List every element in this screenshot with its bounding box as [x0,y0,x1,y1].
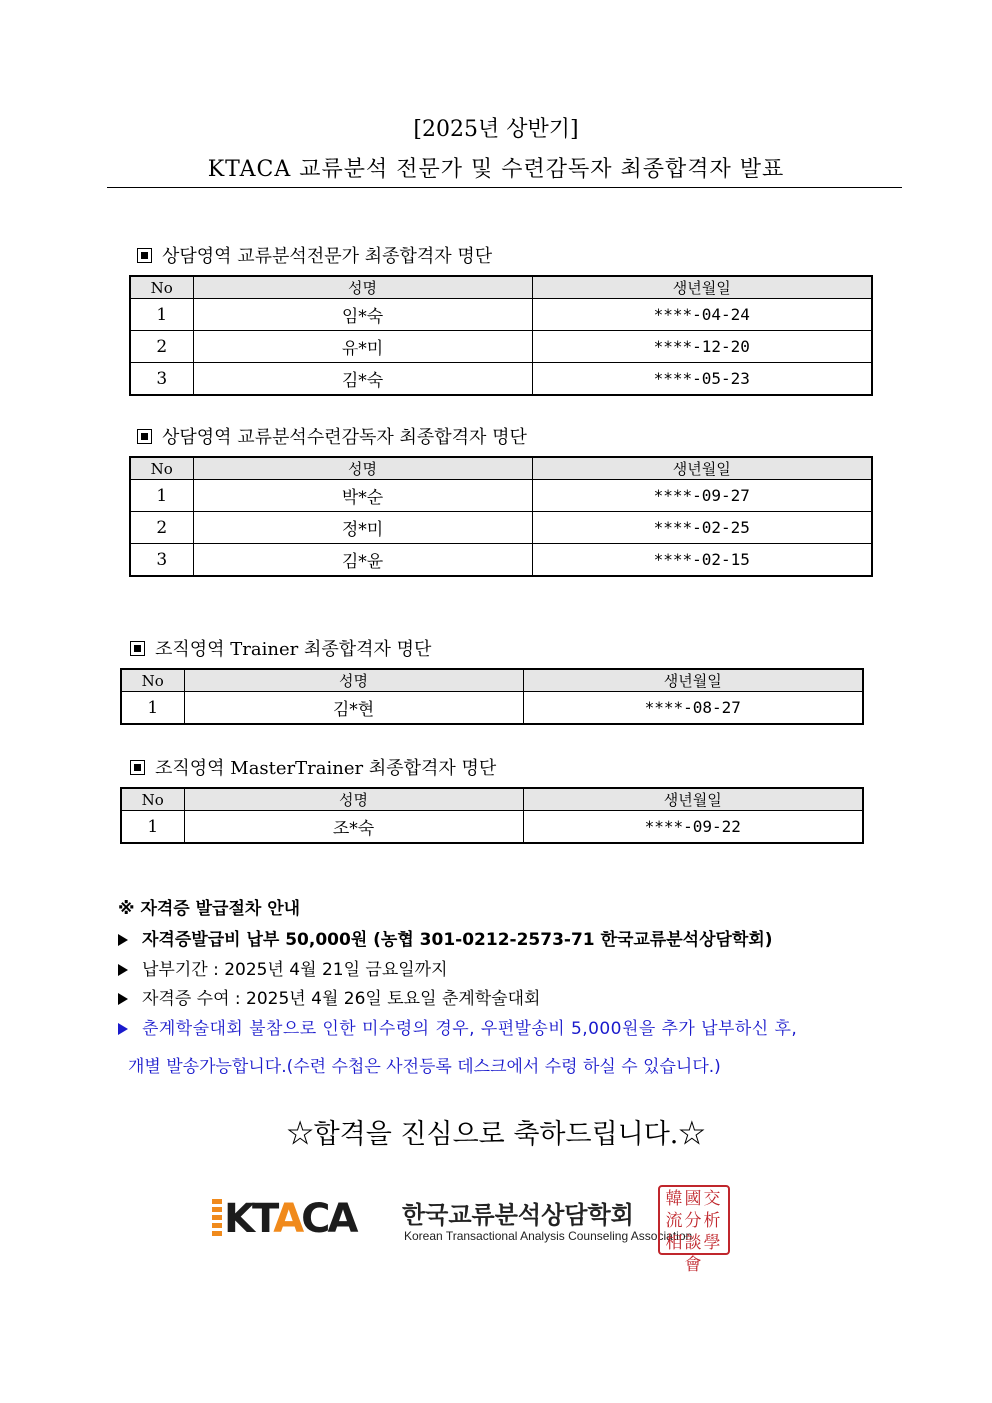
col-header-no: No [130,276,193,299]
ktaca-logo [212,1185,742,1275]
col-header-name: 성명 [184,669,523,692]
col-header-no: No [121,669,184,692]
section-heading-text: 조직영역 MasterTrainer 최종합격자 명단 [155,758,497,779]
master-trainer-table [120,787,864,844]
triangle-bullet-icon [118,964,128,976]
triangle-bullet-icon [118,993,128,1005]
cell-name: 조*숙 [184,811,523,844]
cell-no: 1 [121,692,184,725]
section-heading-text: 조직영역 Trainer 최종합격자 명단 [155,639,432,660]
cell-name: 박*순 [193,480,532,512]
cell-name: 김*숙 [193,363,532,396]
table-row [130,363,872,396]
col-header-birth: 생년월일 [532,276,872,299]
logo-mark: KTACA [224,1196,356,1242]
section-heading-text: 상담영역 교류분석수련감독자 최종합격자 명단 [162,427,527,448]
section-heading-master-trainer [130,754,496,780]
table-header-row [130,457,872,480]
cell-birth: ****-09-22 [523,811,863,844]
cell-birth: ****-08-27 [523,692,863,725]
notice-absence-text-2: 개별 발송가능합니다.(수련 수첩은 사전등록 데스크에서 수령 하실 수 있습니다.) [128,1057,721,1077]
table-row [130,512,872,544]
logo-stripes-icon [212,1199,222,1237]
table-row [130,331,872,363]
cell-birth: ****-05-23 [532,363,872,396]
table-header-row [121,669,863,692]
square-bullet-icon [137,429,152,444]
official-seal-icon: 韓國交 流分析 相談學會 [658,1185,730,1255]
cell-birth: ****-04-24 [532,299,872,331]
cell-no: 1 [130,480,193,512]
section-heading-trainer [130,635,431,661]
cell-birth: ****-09-27 [532,480,872,512]
title-divider [107,187,902,188]
notice-award-text: 자격증 수여 : 2025년 4월 26일 토요일 춘계학술대회 [142,989,541,1009]
congratulations-message: ☆합격을 진심으로 축하드립니다.☆ [286,1119,706,1150]
page-title-line2: KTACA 교류분석 전문가 및 수련감독자 최종합격자 발표 [207,157,785,182]
notice-fee-text: 자격증발급비 납부 50,000원 (농협 301-0212-2573-71 한국교류분석상담학회) [142,930,773,950]
notice-absence [118,1014,797,1039]
logo-name-english: Korean Transactional Analysis Counseling Association [404,1229,693,1243]
square-bullet-icon [130,760,145,775]
cell-name: 임*숙 [193,299,532,331]
table-header-row [121,788,863,811]
col-header-no: No [121,788,184,811]
notice-title: ※ 자격증 발급절차 안내 [118,899,301,919]
cell-name: 김*윤 [193,544,532,577]
notice-fee [118,925,773,950]
cell-name: 정*미 [193,512,532,544]
notice-period-text: 납부기간 : 2025년 4월 21일 금요일까지 [142,960,448,980]
table-row [130,480,872,512]
triangle-bullet-icon [118,934,128,946]
table-row [121,811,863,844]
table-row [130,299,872,331]
cell-no: 1 [130,299,193,331]
col-header-name: 성명 [193,276,532,299]
section-heading-text: 상담영역 교류분석전문가 최종합격자 명단 [162,246,493,267]
cell-birth: ****-12-20 [532,331,872,363]
col-header-birth: 생년월일 [532,457,872,480]
table-header-row [130,276,872,299]
square-bullet-icon [137,248,152,263]
cell-no: 2 [130,512,193,544]
notice-period [118,955,448,980]
col-header-birth: 생년월일 [523,669,863,692]
notice-absence-text-1: 춘계학술대회 불참으로 인한 미수령의 경우, 우편발송비 5,000원을 추가 납부하신 후, [142,1019,798,1039]
col-header-birth: 생년월일 [523,788,863,811]
table-row [130,544,872,577]
section-heading-counseling-supervisor [137,423,527,449]
notice-award [118,984,540,1009]
cell-no: 3 [130,544,193,577]
cell-no: 3 [130,363,193,396]
trainer-table [120,668,864,725]
triangle-bullet-icon [118,1023,128,1035]
col-header-name: 성명 [193,457,532,480]
page-title-line1: [2025년 상반기] [413,117,579,142]
col-header-no: No [130,457,193,480]
cell-name: 김*현 [184,692,523,725]
cell-birth: ****-02-25 [532,512,872,544]
cell-no: 1 [121,811,184,844]
table-row [121,692,863,725]
cell-birth: ****-02-15 [532,544,872,577]
cell-no: 2 [130,331,193,363]
col-header-name: 성명 [184,788,523,811]
cell-name: 유*미 [193,331,532,363]
counseling-supervisor-table [129,456,873,577]
logo-name-korean: 한국교류분석상담학회 [402,1201,634,1229]
square-bullet-icon [130,641,145,656]
counseling-expert-table [129,275,873,396]
section-heading-counseling-expert [137,242,492,268]
